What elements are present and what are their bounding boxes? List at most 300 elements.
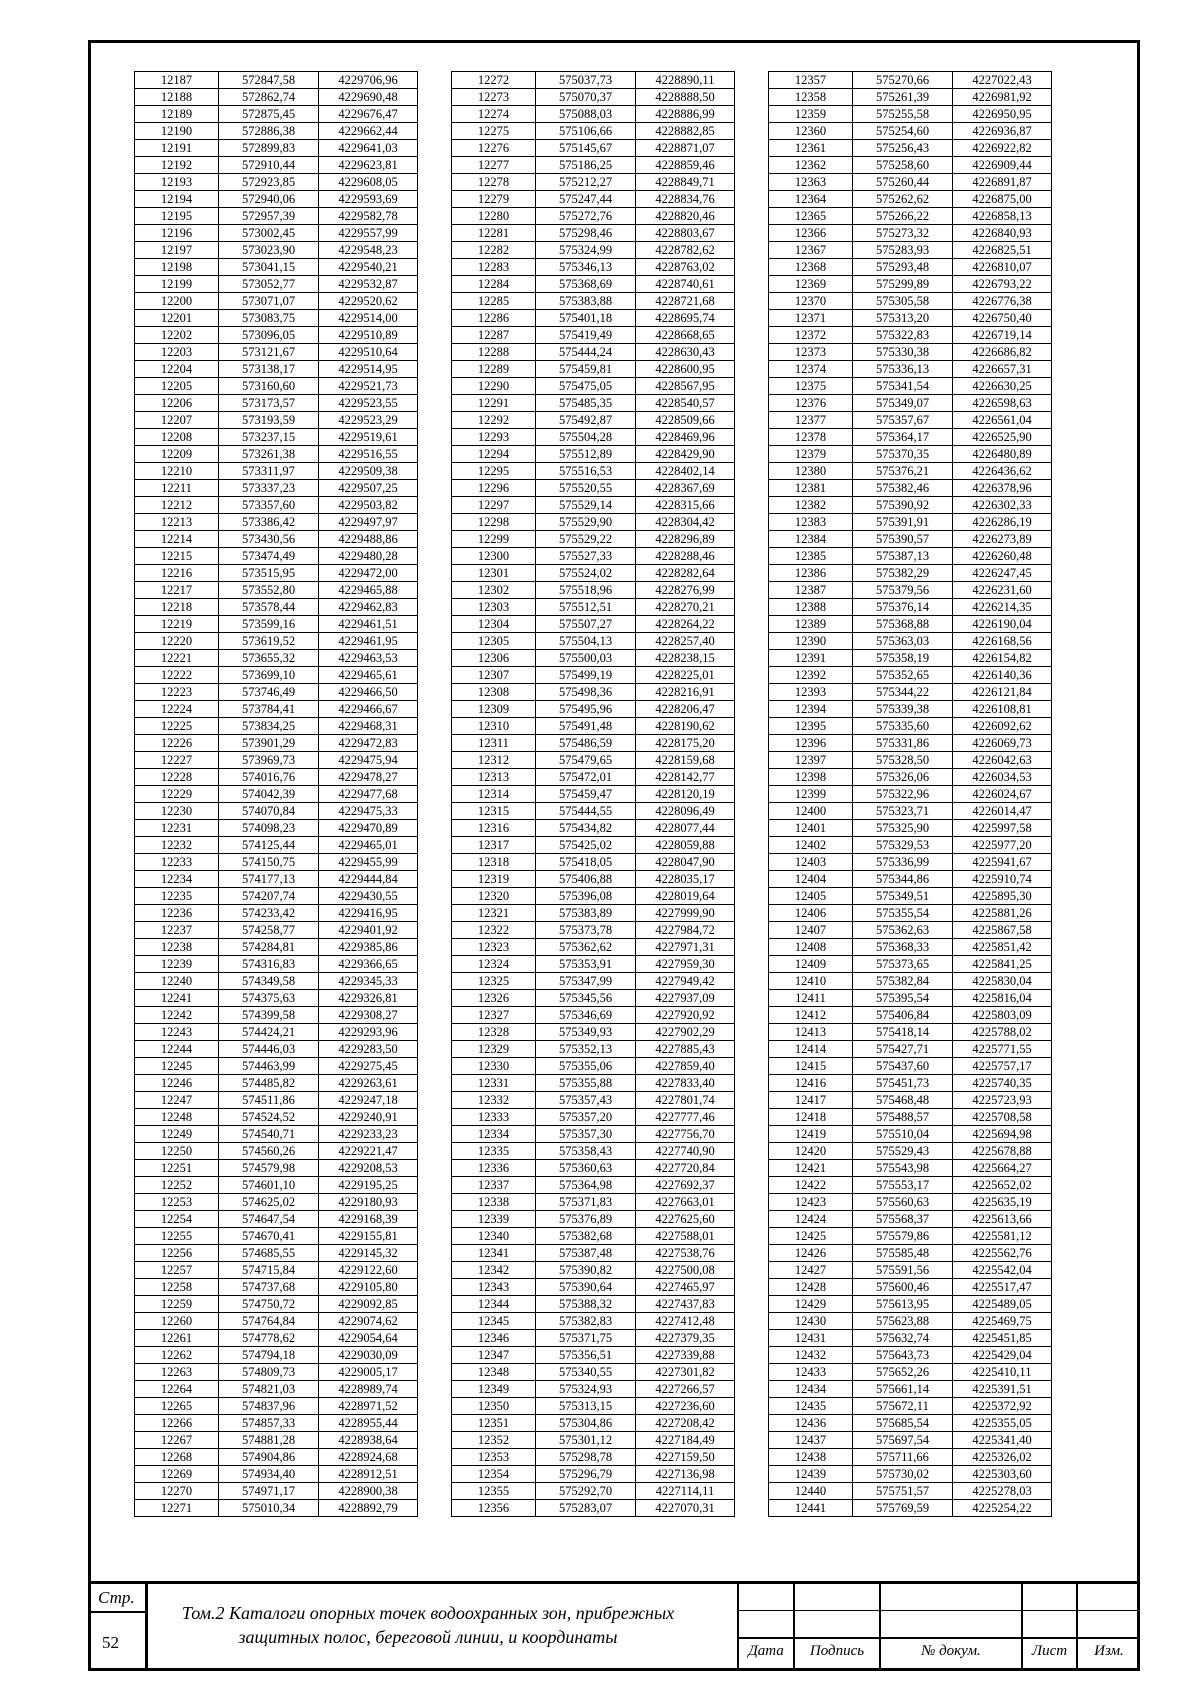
table-row bbox=[135, 1313, 418, 1330]
point-number: 12315 bbox=[452, 803, 536, 820]
y-coordinate: 4229510,64 bbox=[319, 344, 418, 361]
table-row bbox=[769, 786, 1052, 803]
point-number: 12370 bbox=[769, 293, 853, 310]
title-block bbox=[88, 1581, 1140, 1671]
y-coordinate: 4227971,31 bbox=[636, 939, 735, 956]
table-row bbox=[135, 1211, 418, 1228]
y-coordinate: 4225678,88 bbox=[953, 1143, 1052, 1160]
y-coordinate: 4229168,39 bbox=[319, 1211, 418, 1228]
x-coordinate: 575451,73 bbox=[853, 1075, 953, 1092]
y-coordinate: 4228888,50 bbox=[636, 89, 735, 106]
point-number: 12310 bbox=[452, 718, 536, 735]
table-row bbox=[135, 1245, 418, 1262]
x-coordinate: 575357,67 bbox=[853, 412, 953, 429]
table-row bbox=[452, 1092, 735, 1109]
x-coordinate: 575390,57 bbox=[853, 531, 953, 548]
x-coordinate: 575379,56 bbox=[853, 582, 953, 599]
table-row bbox=[135, 735, 418, 752]
point-number: 12303 bbox=[452, 599, 536, 616]
point-number: 12383 bbox=[769, 514, 853, 531]
table-row bbox=[769, 1279, 1052, 1296]
y-coordinate: 4229608,05 bbox=[319, 174, 418, 191]
table-row bbox=[452, 208, 735, 225]
table-row bbox=[135, 225, 418, 242]
x-coordinate: 575362,62 bbox=[536, 939, 636, 956]
point-number: 12273 bbox=[452, 89, 536, 106]
point-number: 12380 bbox=[769, 463, 853, 480]
point-number: 12415 bbox=[769, 1058, 853, 1075]
point-number: 12418 bbox=[769, 1109, 853, 1126]
point-number: 12248 bbox=[135, 1109, 219, 1126]
point-number: 12413 bbox=[769, 1024, 853, 1041]
page-number: 52 bbox=[102, 1633, 119, 1652]
point-number: 12206 bbox=[135, 395, 219, 412]
point-number: 12284 bbox=[452, 276, 536, 293]
x-coordinate: 575358,43 bbox=[536, 1143, 636, 1160]
x-coordinate: 574685,55 bbox=[219, 1245, 319, 1262]
y-coordinate: 4226108,81 bbox=[953, 701, 1052, 718]
point-number: 12376 bbox=[769, 395, 853, 412]
y-coordinate: 4226840,93 bbox=[953, 225, 1052, 242]
x-coordinate: 574399,58 bbox=[219, 1007, 319, 1024]
y-coordinate: 4229401,92 bbox=[319, 922, 418, 939]
x-coordinate: 575322,83 bbox=[853, 327, 953, 344]
x-coordinate: 575491,48 bbox=[536, 718, 636, 735]
table-row bbox=[452, 140, 735, 157]
table-row bbox=[769, 1109, 1052, 1126]
point-number: 12342 bbox=[452, 1262, 536, 1279]
table-row bbox=[769, 1364, 1052, 1381]
table-row bbox=[769, 1143, 1052, 1160]
table-row bbox=[135, 1330, 418, 1347]
x-coordinate: 574934,40 bbox=[219, 1466, 319, 1483]
x-coordinate: 574737,68 bbox=[219, 1279, 319, 1296]
point-number: 12228 bbox=[135, 769, 219, 786]
point-number: 12388 bbox=[769, 599, 853, 616]
x-coordinate: 575262,62 bbox=[853, 191, 953, 208]
x-coordinate: 574233,42 bbox=[219, 905, 319, 922]
table-row bbox=[769, 1296, 1052, 1313]
x-coordinate: 573096,05 bbox=[219, 327, 319, 344]
point-number: 12220 bbox=[135, 633, 219, 650]
table-row bbox=[135, 1466, 418, 1483]
table-row bbox=[769, 1194, 1052, 1211]
point-number: 12241 bbox=[135, 990, 219, 1007]
x-coordinate: 573337,23 bbox=[219, 480, 319, 497]
table-row bbox=[135, 1024, 418, 1041]
x-coordinate: 575475,05 bbox=[536, 378, 636, 395]
y-coordinate: 4226286,19 bbox=[953, 514, 1052, 531]
x-coordinate: 573071,07 bbox=[219, 293, 319, 310]
y-coordinate: 4228402,14 bbox=[636, 463, 735, 480]
table-row bbox=[135, 939, 418, 956]
x-coordinate: 574446,03 bbox=[219, 1041, 319, 1058]
table-row bbox=[769, 531, 1052, 548]
y-coordinate: 4228019,64 bbox=[636, 888, 735, 905]
table-row bbox=[135, 701, 418, 718]
y-coordinate: 4228924,68 bbox=[319, 1449, 418, 1466]
y-coordinate: 4229074,62 bbox=[319, 1313, 418, 1330]
y-coordinate: 4228206,47 bbox=[636, 701, 735, 718]
x-coordinate: 575553,17 bbox=[853, 1177, 953, 1194]
x-coordinate: 575322,96 bbox=[853, 786, 953, 803]
y-coordinate: 4229475,33 bbox=[319, 803, 418, 820]
x-coordinate: 573052,77 bbox=[219, 276, 319, 293]
point-number: 12326 bbox=[452, 990, 536, 1007]
point-number: 12200 bbox=[135, 293, 219, 310]
y-coordinate: 4227959,30 bbox=[636, 956, 735, 973]
point-number: 12398 bbox=[769, 769, 853, 786]
x-coordinate: 575371,75 bbox=[536, 1330, 636, 1347]
x-coordinate: 575486,59 bbox=[536, 735, 636, 752]
x-coordinate: 575613,95 bbox=[853, 1296, 953, 1313]
point-number: 12332 bbox=[452, 1092, 536, 1109]
point-number: 12234 bbox=[135, 871, 219, 888]
table-row bbox=[452, 786, 735, 803]
point-number: 12291 bbox=[452, 395, 536, 412]
point-number: 12360 bbox=[769, 123, 853, 140]
table-row bbox=[135, 956, 418, 973]
table-row bbox=[135, 871, 418, 888]
point-number: 12362 bbox=[769, 157, 853, 174]
table-row bbox=[452, 701, 735, 718]
point-number: 12244 bbox=[135, 1041, 219, 1058]
table-row bbox=[135, 718, 418, 735]
x-coordinate: 575437,60 bbox=[853, 1058, 953, 1075]
point-number: 12364 bbox=[769, 191, 853, 208]
table-row bbox=[769, 1092, 1052, 1109]
point-number: 12341 bbox=[452, 1245, 536, 1262]
table-row bbox=[769, 1041, 1052, 1058]
point-number: 12286 bbox=[452, 310, 536, 327]
table-row bbox=[452, 718, 735, 735]
y-coordinate: 4226014,47 bbox=[953, 803, 1052, 820]
x-coordinate: 572957,39 bbox=[219, 208, 319, 225]
header-change: Изм. bbox=[1094, 1643, 1124, 1659]
point-number: 12269 bbox=[135, 1466, 219, 1483]
point-number: 12425 bbox=[769, 1228, 853, 1245]
table-row bbox=[769, 276, 1052, 293]
table-row bbox=[452, 1024, 735, 1041]
x-coordinate: 575529,43 bbox=[853, 1143, 953, 1160]
x-coordinate: 575488,57 bbox=[853, 1109, 953, 1126]
table-row bbox=[135, 837, 418, 854]
point-number: 12429 bbox=[769, 1296, 853, 1313]
point-number: 12349 bbox=[452, 1381, 536, 1398]
table-row bbox=[769, 89, 1052, 106]
point-number: 12378 bbox=[769, 429, 853, 446]
table-row bbox=[452, 956, 735, 973]
y-coordinate: 4229497,97 bbox=[319, 514, 418, 531]
x-coordinate: 575769,59 bbox=[853, 1500, 953, 1517]
x-coordinate: 575349,51 bbox=[853, 888, 953, 905]
y-coordinate: 4227588,01 bbox=[636, 1228, 735, 1245]
y-coordinate: 4228630,43 bbox=[636, 344, 735, 361]
y-coordinate: 4225830,04 bbox=[953, 973, 1052, 990]
x-coordinate: 575387,13 bbox=[853, 548, 953, 565]
point-number: 12255 bbox=[135, 1228, 219, 1245]
y-coordinate: 4228886,99 bbox=[636, 106, 735, 123]
x-coordinate: 575543,98 bbox=[853, 1160, 953, 1177]
table-row bbox=[769, 1262, 1052, 1279]
table-row bbox=[769, 1449, 1052, 1466]
point-number: 12272 bbox=[452, 72, 536, 89]
table-row bbox=[135, 293, 418, 310]
table-row bbox=[769, 735, 1052, 752]
table-row bbox=[769, 1466, 1052, 1483]
point-number: 12210 bbox=[135, 463, 219, 480]
table-row bbox=[452, 990, 735, 1007]
point-number: 12299 bbox=[452, 531, 536, 548]
y-coordinate: 4225881,26 bbox=[953, 905, 1052, 922]
point-number: 12402 bbox=[769, 837, 853, 854]
y-coordinate: 4229662,44 bbox=[319, 123, 418, 140]
y-coordinate: 4228315,66 bbox=[636, 497, 735, 514]
y-coordinate: 4228740,61 bbox=[636, 276, 735, 293]
y-coordinate: 4225391,51 bbox=[953, 1381, 1052, 1398]
point-number: 12282 bbox=[452, 242, 536, 259]
table-row bbox=[769, 1177, 1052, 1194]
x-coordinate: 575518,96 bbox=[536, 582, 636, 599]
point-number: 12267 bbox=[135, 1432, 219, 1449]
point-number: 12433 bbox=[769, 1364, 853, 1381]
x-coordinate: 575247,44 bbox=[536, 191, 636, 208]
y-coordinate: 4229430,55 bbox=[319, 888, 418, 905]
table-row bbox=[769, 1007, 1052, 1024]
x-coordinate: 575390,82 bbox=[536, 1262, 636, 1279]
y-coordinate: 4226776,38 bbox=[953, 293, 1052, 310]
point-number: 12280 bbox=[452, 208, 536, 225]
x-coordinate: 575347,99 bbox=[536, 973, 636, 990]
y-coordinate: 4228849,71 bbox=[636, 174, 735, 191]
point-number: 12194 bbox=[135, 191, 219, 208]
y-coordinate: 4225652,02 bbox=[953, 1177, 1052, 1194]
point-number: 12331 bbox=[452, 1075, 536, 1092]
x-coordinate: 575341,54 bbox=[853, 378, 953, 395]
x-coordinate: 572875,45 bbox=[219, 106, 319, 123]
point-number: 12233 bbox=[135, 854, 219, 871]
y-coordinate: 4229503,82 bbox=[319, 497, 418, 514]
y-coordinate: 4229366,65 bbox=[319, 956, 418, 973]
y-coordinate: 4225851,42 bbox=[953, 939, 1052, 956]
x-coordinate: 574540,71 bbox=[219, 1126, 319, 1143]
table-row bbox=[452, 1398, 735, 1415]
point-number: 12263 bbox=[135, 1364, 219, 1381]
y-coordinate: 4228890,11 bbox=[636, 72, 735, 89]
y-coordinate: 4228304,42 bbox=[636, 514, 735, 531]
y-coordinate: 4229468,31 bbox=[319, 718, 418, 735]
y-coordinate: 4228238,15 bbox=[636, 650, 735, 667]
table-row bbox=[769, 871, 1052, 888]
y-coordinate: 4228077,44 bbox=[636, 820, 735, 837]
point-number: 12251 bbox=[135, 1160, 219, 1177]
table-row bbox=[452, 803, 735, 820]
table-row bbox=[135, 191, 418, 208]
table-row bbox=[135, 582, 418, 599]
x-coordinate: 575492,87 bbox=[536, 412, 636, 429]
table-row bbox=[135, 1143, 418, 1160]
x-coordinate: 575395,54 bbox=[853, 990, 953, 1007]
x-coordinate: 575406,88 bbox=[536, 871, 636, 888]
x-coordinate: 573599,16 bbox=[219, 616, 319, 633]
x-coordinate: 575186,25 bbox=[536, 157, 636, 174]
point-number: 12271 bbox=[135, 1500, 219, 1517]
y-coordinate: 4228276,99 bbox=[636, 582, 735, 599]
y-coordinate: 4226950,95 bbox=[953, 106, 1052, 123]
point-number: 12276 bbox=[452, 140, 536, 157]
point-number: 12197 bbox=[135, 242, 219, 259]
point-number: 12371 bbox=[769, 310, 853, 327]
x-coordinate: 573173,57 bbox=[219, 395, 319, 412]
point-number: 12350 bbox=[452, 1398, 536, 1415]
point-number: 12211 bbox=[135, 480, 219, 497]
header-doc-number: № докум. bbox=[921, 1643, 981, 1659]
y-coordinate: 4226686,82 bbox=[953, 344, 1052, 361]
point-number: 12353 bbox=[452, 1449, 536, 1466]
y-coordinate: 4229092,85 bbox=[319, 1296, 418, 1313]
y-coordinate: 4226024,67 bbox=[953, 786, 1052, 803]
table-row bbox=[452, 106, 735, 123]
y-coordinate: 4225489,05 bbox=[953, 1296, 1052, 1313]
x-coordinate: 573834,25 bbox=[219, 718, 319, 735]
x-coordinate: 575261,39 bbox=[853, 89, 953, 106]
x-coordinate: 575266,22 bbox=[853, 208, 953, 225]
table-row bbox=[769, 140, 1052, 157]
point-number: 12214 bbox=[135, 531, 219, 548]
table-row bbox=[769, 310, 1052, 327]
table-row bbox=[452, 820, 735, 837]
point-number: 12404 bbox=[769, 871, 853, 888]
y-coordinate: 4229676,47 bbox=[319, 106, 418, 123]
point-number: 12365 bbox=[769, 208, 853, 225]
table-row bbox=[769, 718, 1052, 735]
y-coordinate: 4229263,61 bbox=[319, 1075, 418, 1092]
y-coordinate: 4229122,60 bbox=[319, 1262, 418, 1279]
y-coordinate: 4226034,53 bbox=[953, 769, 1052, 786]
point-number: 12392 bbox=[769, 667, 853, 684]
point-number: 12440 bbox=[769, 1483, 853, 1500]
table-row bbox=[452, 429, 735, 446]
point-number: 12432 bbox=[769, 1347, 853, 1364]
x-coordinate: 575330,38 bbox=[853, 344, 953, 361]
table-row bbox=[135, 973, 418, 990]
y-coordinate: 4226247,45 bbox=[953, 565, 1052, 582]
table-row bbox=[452, 259, 735, 276]
table-row bbox=[135, 378, 418, 395]
table-row bbox=[769, 888, 1052, 905]
y-coordinate: 4227859,40 bbox=[636, 1058, 735, 1075]
y-coordinate: 4229509,38 bbox=[319, 463, 418, 480]
x-coordinate: 575357,20 bbox=[536, 1109, 636, 1126]
table-row bbox=[135, 1092, 418, 1109]
y-coordinate: 4229520,62 bbox=[319, 293, 418, 310]
point-number: 12231 bbox=[135, 820, 219, 837]
x-coordinate: 575368,88 bbox=[853, 616, 953, 633]
point-number: 12283 bbox=[452, 259, 536, 276]
point-number: 12187 bbox=[135, 72, 219, 89]
x-coordinate: 575273,32 bbox=[853, 225, 953, 242]
y-coordinate: 4228509,66 bbox=[636, 412, 735, 429]
x-coordinate: 575254,60 bbox=[853, 123, 953, 140]
point-number: 12361 bbox=[769, 140, 853, 157]
y-coordinate: 4229477,68 bbox=[319, 786, 418, 803]
y-coordinate: 4228600,95 bbox=[636, 361, 735, 378]
y-coordinate: 4225997,58 bbox=[953, 820, 1052, 837]
table-row bbox=[769, 1398, 1052, 1415]
y-coordinate: 4229240,91 bbox=[319, 1109, 418, 1126]
x-coordinate: 575529,14 bbox=[536, 497, 636, 514]
table-row bbox=[452, 888, 735, 905]
x-coordinate: 572862,74 bbox=[219, 89, 319, 106]
y-coordinate: 4228469,96 bbox=[636, 429, 735, 446]
point-number: 12334 bbox=[452, 1126, 536, 1143]
y-coordinate: 4226909,44 bbox=[953, 157, 1052, 174]
y-coordinate: 4225910,74 bbox=[953, 871, 1052, 888]
y-coordinate: 4229444,84 bbox=[319, 871, 418, 888]
x-coordinate: 574485,82 bbox=[219, 1075, 319, 1092]
point-number: 12259 bbox=[135, 1296, 219, 1313]
x-coordinate: 574670,41 bbox=[219, 1228, 319, 1245]
y-coordinate: 4228059,88 bbox=[636, 837, 735, 854]
point-number: 12237 bbox=[135, 922, 219, 939]
point-number: 12414 bbox=[769, 1041, 853, 1058]
y-coordinate: 4225803,09 bbox=[953, 1007, 1052, 1024]
x-coordinate: 575382,84 bbox=[853, 973, 953, 990]
y-coordinate: 4229105,80 bbox=[319, 1279, 418, 1296]
y-coordinate: 4226981,92 bbox=[953, 89, 1052, 106]
x-coordinate: 575336,13 bbox=[853, 361, 953, 378]
x-coordinate: 575529,22 bbox=[536, 531, 636, 548]
table-row bbox=[452, 72, 735, 89]
y-coordinate: 4229540,21 bbox=[319, 259, 418, 276]
table-row bbox=[452, 1500, 735, 1517]
point-number: 12247 bbox=[135, 1092, 219, 1109]
point-number: 12438 bbox=[769, 1449, 853, 1466]
x-coordinate: 574715,84 bbox=[219, 1262, 319, 1279]
x-coordinate: 573311,97 bbox=[219, 463, 319, 480]
table-row bbox=[135, 1041, 418, 1058]
y-coordinate: 4225410,11 bbox=[953, 1364, 1052, 1381]
x-coordinate: 575498,36 bbox=[536, 684, 636, 701]
x-coordinate: 575444,24 bbox=[536, 344, 636, 361]
x-coordinate: 574070,84 bbox=[219, 803, 319, 820]
point-number: 12324 bbox=[452, 956, 536, 973]
y-coordinate: 4225895,30 bbox=[953, 888, 1052, 905]
x-coordinate: 575037,73 bbox=[536, 72, 636, 89]
x-coordinate: 572940,06 bbox=[219, 191, 319, 208]
x-coordinate: 575652,26 bbox=[853, 1364, 953, 1381]
x-coordinate: 575331,86 bbox=[853, 735, 953, 752]
x-coordinate: 575568,37 bbox=[853, 1211, 953, 1228]
x-coordinate: 574625,02 bbox=[219, 1194, 319, 1211]
table-row bbox=[769, 1313, 1052, 1330]
x-coordinate: 573121,67 bbox=[219, 344, 319, 361]
x-coordinate: 575355,88 bbox=[536, 1075, 636, 1092]
y-coordinate: 4228900,38 bbox=[319, 1483, 418, 1500]
point-number: 12322 bbox=[452, 922, 536, 939]
x-coordinate: 574794,18 bbox=[219, 1347, 319, 1364]
point-number: 12323 bbox=[452, 939, 536, 956]
x-coordinate: 573746,49 bbox=[219, 684, 319, 701]
point-number: 12389 bbox=[769, 616, 853, 633]
point-number: 12375 bbox=[769, 378, 853, 395]
table-row bbox=[452, 1143, 735, 1160]
table-row bbox=[769, 463, 1052, 480]
table-row bbox=[769, 327, 1052, 344]
point-number: 12344 bbox=[452, 1296, 536, 1313]
table-row bbox=[769, 259, 1052, 276]
point-number: 12441 bbox=[769, 1500, 853, 1517]
